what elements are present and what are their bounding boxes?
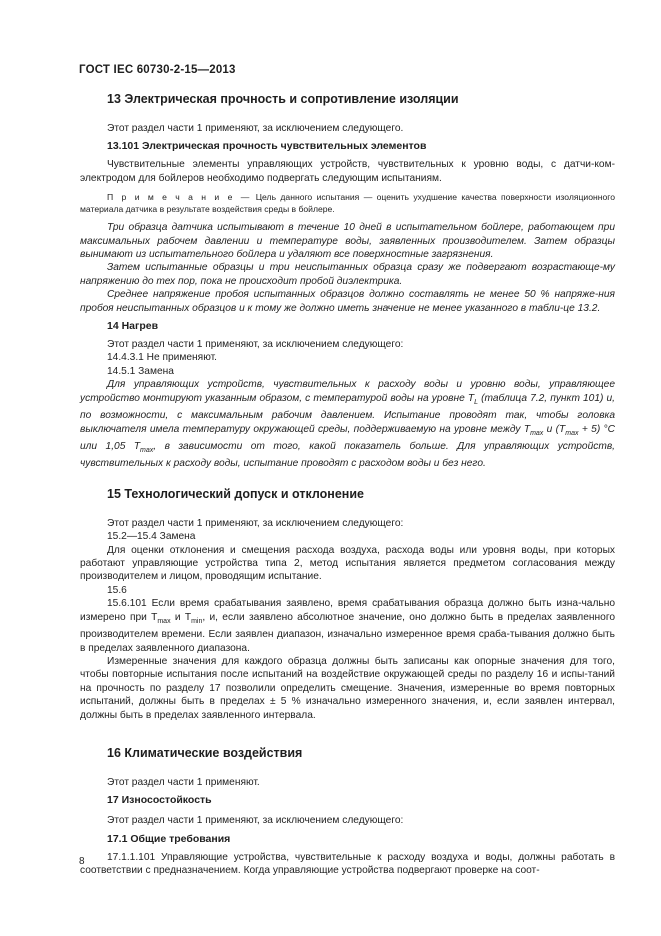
subsection-15-2-15-4: 15.2—15.4 Замена bbox=[107, 531, 196, 543]
section-15-paragraph-3: Измеренные значения для каждого образца должны быть записаны как опорные значения для того, чтобы повторные испытания после испытаний на воздействие окружающей среды по разделу 16 и испы-таний на прочность по разделу 17 позволили определить смещение. Значения, измеренные во время повторных испытаний, должны быть в пределах ± 5 % изначально измеренного значения, и, если заявлен интервал, должны быть в пределах заявленного интервала. bbox=[80, 655, 615, 721]
section-17-intro: Этот раздел части 1 применяют, за исключением следующего: bbox=[107, 815, 404, 827]
section-13-italic-3: Среднее напряжение пробоя испытанных образцов должно составлять не менее 50 % напряже-ния пробоя неиспытанных образцов и к тому же должно иметь значение не менее указанного в табли-це 13.2. bbox=[80, 289, 615, 314]
section-17-paragraph: 17.1.1.101 Управляющие устройства, чувствительные к расходу воздуха и воды, должны работать в соответствии с предназначением. Когда управляющие устройства подвергают проверке на соот- bbox=[80, 851, 615, 877]
section-13-note bbox=[80, 191, 615, 215]
section-14-italic: Для управляющих устройств, чувствительных к расходу воды и уровню воды, управляющее устройство монтируют указанным образом, с температурой воды на уровне $T_L$ (таблица 7.2, пункт 101) и, по возможности, с максимальным рабочим давлением. Испытание проводят так, чтобы головка выключателя имела температуру окружающей среды, поддерживаемую на уровне между $T_{max}$ и $(T_{max} + 5)$ °С или 1,05 $T_{max}$, в зависимости от того, какой показатель больше. Для управляющих устройств, чувствительных к расходу воды, испытание проводят с расходом воды и без него. bbox=[80, 379, 615, 470]
section-14-intro: Этот раздел части 1 применяют, за исключением следующего: bbox=[107, 339, 404, 351]
section-15-heading: 15 Технологический допуск и отклонение bbox=[107, 486, 364, 501]
subsection-14-4-3-1: 14.4.3.1 Не применяют. bbox=[107, 352, 217, 364]
section-16-intro: Этот раздел части 1 применяют. bbox=[107, 776, 260, 788]
document-body bbox=[80, 90, 615, 878]
section-15-intro: Этот раздел части 1 применяют, за исключением следующего: bbox=[107, 517, 404, 529]
note-text: Цель данного испытания — оценить ухудшение качества поверхности изоляционного материала датчика в результате воздействия среды в бойлере. bbox=[80, 192, 615, 215]
subsection-15-6: 15.6 bbox=[107, 584, 127, 596]
subsection-14-5-1: 14.5.1 Замена bbox=[107, 365, 174, 377]
section-16-heading: 16 Климатические воздействия bbox=[107, 745, 303, 760]
section-14-heading: 14 Нагрев bbox=[107, 320, 159, 333]
subsection-13-101-heading: 13.101 Электрическая прочность чувствительных элементов bbox=[107, 140, 427, 153]
section-15-paragraph-2: 15.6.101 Если время срабатывания заявлено, время срабатывания образца должно быть изна-чально измерено при $T_{max}$ и $T_{min}$, и, если заявлено абсолютное значение, оно должно быть в пределах заявленного производителем времени. Если заявлен диапазон, изначально измеренное время сраба-тывания должно быть в пределах заявленного диапазона. bbox=[80, 598, 615, 654]
subsection-17-1-heading: 17.1 Общие требования bbox=[107, 832, 231, 845]
note-label: П р и м е ч а н и е — bbox=[107, 192, 252, 203]
section-17-heading: 17 Износостойкость bbox=[107, 794, 212, 807]
section-13-italic-2: Затем испытанные образцы и три неиспытанных образца сразу же подвергают возрастающе-му напряжению до тех пор, пока не происходит пробой диэлектрика. bbox=[80, 262, 615, 287]
section-13-intro: Этот раздел части 1 применяют, за исключением следующего. bbox=[107, 123, 404, 134]
page-number: 8 bbox=[79, 856, 85, 867]
section-13-paragraph: Чувствительные элементы управляющих устройств, чувствительных к уровню воды, с датчи-ком-электродом для бойлеров необходимо подвергать следующим испытаниям. bbox=[80, 159, 615, 184]
document-header: ГОСТ IEC 60730-2-15—2013 bbox=[79, 64, 236, 76]
section-13-italic-1: Три образца датчика испытывают в течение 10 дней в испытательном бойлере, работающем при максимальных рабочем давлении и температуре воды, заявленных производителем. Затем образцы вынимают из испытательного бойлера и удаляют все поверхностные загрязнения. bbox=[80, 222, 615, 261]
section-15-paragraph-1: Для оценки отклонения и смещения расхода воздуха, расхода воды или уровня воды, при которых работают управляющие устройства типа 2, метод испытания является предметом согласования между производителем и лицом, проводящим испытание. bbox=[80, 544, 615, 583]
section-13-heading: 13 Электрическая прочность и сопротивление изоляции bbox=[107, 92, 459, 106]
